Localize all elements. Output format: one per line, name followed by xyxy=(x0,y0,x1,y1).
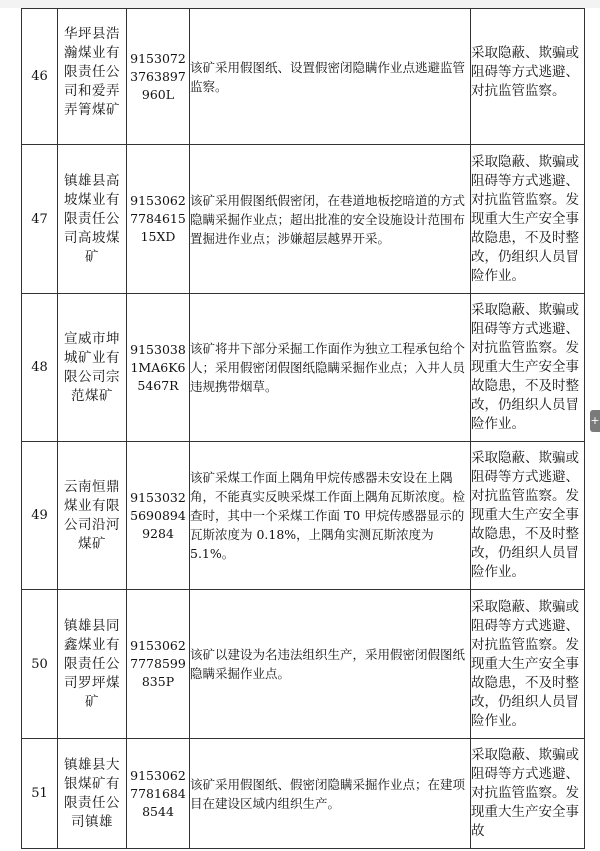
violation-type: 采取隐蔽、欺骗或阻碍等方式逃避、对抗监管监察。发现重大生产安全事故隐患，不及时整改，仍组织人员冒险作业。 xyxy=(471,598,579,729)
violation-type-cell xyxy=(471,294,585,442)
row-number: 51 xyxy=(22,739,58,849)
credit-code-cell xyxy=(127,739,190,849)
violation-type-cell xyxy=(471,145,585,294)
credit-code: 91530723763897960L xyxy=(130,50,186,102)
company-name: 镇雄县大银煤矿有限责任公司镇雄 xyxy=(64,756,120,830)
violation-description: 该矿采用假图纸、假密闭隐瞒采掘作业点；在建项目在建设区域内组织生产。 xyxy=(190,739,471,849)
company-name: 宣威市坤城矿业有限公司宗范煤矿 xyxy=(64,330,120,404)
credit-code-cell xyxy=(127,9,190,145)
company-name: 镇雄县同鑫煤业有限责任公司罗坪煤矿 xyxy=(64,617,120,710)
table-row xyxy=(22,145,585,294)
table-row xyxy=(22,442,585,590)
table-row xyxy=(22,294,585,442)
row-number: 49 xyxy=(22,442,58,590)
company-name-cell xyxy=(58,590,127,739)
page-top-edge xyxy=(0,0,600,8)
violation-type-cell xyxy=(471,739,585,849)
company-name-cell xyxy=(58,442,127,590)
credit-code: 91530627778599835P xyxy=(130,638,186,689)
table-row xyxy=(22,590,585,739)
credit-code-cell xyxy=(127,590,190,739)
violation-type-cell xyxy=(471,590,585,739)
violations-table xyxy=(21,8,585,849)
credit-code: 9153062778461515XD xyxy=(130,193,186,244)
violation-type: 采取隐蔽、欺骗或阻碍等方式逃避、对抗监管监察。发现重大生产安全事故隐患，不及时整改，仍组织人员冒险作业。 xyxy=(471,302,579,432)
violation-type: 采取隐蔽、欺骗或阻碍等方式逃避、对抗监管监察。发现重大生产安全事故隐患，不及时整改，仍组织人员冒险作业。 xyxy=(471,153,579,284)
violation-description: 该矿以建设为名违法组织生产，采用假密闭假图纸隐瞒采掘作业点。 xyxy=(190,590,471,739)
credit-code-cell xyxy=(127,145,190,294)
company-name-cell xyxy=(58,739,127,849)
credit-code: 915306277816848544 xyxy=(130,767,186,819)
company-name-cell xyxy=(58,9,127,145)
violation-type: 采取隐蔽、欺骗或阻碍等方式逃避、对抗监管监察。发现重大生产安全事故隐患，不及时整改，仍组织人员冒险作业。 xyxy=(471,450,579,580)
violation-description: 该矿采煤工作面上隅角甲烷传感器未安设在上隅角，不能真实反映采煤工作面上隅角瓦斯浓度。检查时，其中一个采煤工作面 T0 甲烷传感器显示的瓦斯浓度为 0.18%，上隅角实测瓦斯浓度为 5.1%。 xyxy=(190,442,471,590)
company-name: 镇雄县高坡煤业有限责任公司高坡煤矿 xyxy=(64,172,120,265)
row-number: 46 xyxy=(22,9,58,145)
credit-code-cell xyxy=(127,294,190,442)
row-number: 50 xyxy=(22,590,58,739)
credit-code-cell xyxy=(127,442,190,590)
violation-type: 采取隐蔽、欺骗或阻碍等方式逃避、对抗监管监察。发现重大生产安全事故 xyxy=(471,747,579,839)
row-number: 48 xyxy=(22,294,58,442)
company-name-cell xyxy=(58,294,127,442)
violation-type-cell xyxy=(471,442,585,590)
violation-type: 采取隐蔽、欺骗或阻碍等方式逃避、对抗监管监察。 xyxy=(471,45,579,99)
table-row xyxy=(22,9,585,145)
violation-type-cell xyxy=(471,9,585,145)
credit-code: 91530381MA6K65467R xyxy=(130,341,186,393)
violation-description: 该矿采用假图纸、设置假密闭隐瞒作业点逃避监管监察。 xyxy=(190,9,471,145)
violation-description: 该矿采用假图纸假密闭，在巷道地板挖暗道的方式隐瞒采掘作业点；超出批准的安全设施设计范围布置掘进作业点；涉嫌超层越界开采。 xyxy=(190,145,471,294)
company-name: 云南恒鼎煤业有限公司沿河煤矿 xyxy=(64,478,120,552)
credit-code: 915303256908949284 xyxy=(130,489,186,541)
side-expand-tab[interactable]: + xyxy=(590,410,600,432)
row-number: 47 xyxy=(22,145,58,294)
company-name: 华坪县浩瀚煤业有限责任公司和爱弄弄箐煤矿 xyxy=(64,26,120,118)
table-row xyxy=(22,739,585,849)
company-name-cell xyxy=(58,145,127,294)
violation-description: 该矿将井下部分采掘工作面作为独立工程承包给个人；采用假密闭假图纸隐瞒采掘作业点；入井人员违规携带烟草。 xyxy=(190,294,471,442)
